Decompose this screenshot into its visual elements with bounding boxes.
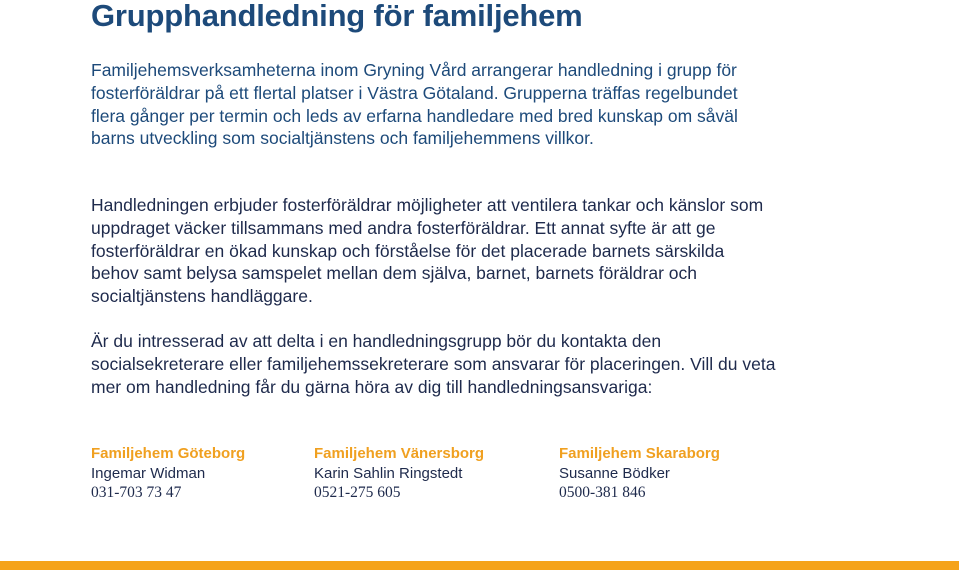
contact-vanersborg [314, 444, 484, 503]
contact-goteborg [91, 444, 245, 503]
page-title: Grupphandledning för familjehem [91, 0, 583, 33]
body-paragraph-2 [91, 330, 781, 398]
body-paragraph-1: Handledningen erbjuder fosterföräldrar möjligheter att ventilera tankar och känslor som uppdraget väcker tillsammans med andra fosterföräldrar. Ett annat syfte är att ge fosterföräldrar en ökad kunskap och förståelse för det placerade barnets särskilda behov samt belysa samspelet mellan dem själva, barnet, barnets föräldrar och socialtjänstens handläggare. [91, 195, 764, 307]
bottom-accent-bar [0, 561, 959, 570]
contact-org: Familjehem Skaraborg [559, 445, 720, 462]
contact-name: Susanne Bödker [559, 464, 670, 482]
contact-org: Familjehem Vänersborg [314, 445, 485, 462]
intro-paragraph: Familjehemsverksamheterna inom Gryning Vård arrangerar handledning i grupp för fosterföräldrar på ett flertal platser i Västra Götaland. Grupperna träffas regelbundet flera gånger per termin och leds av erfarna handledare med bred kunskap om såväl barns utveckling som socialtjänstens och familjehemmens villkor. [91, 60, 738, 149]
contact-org: Familjehem Göteborg [91, 445, 246, 462]
contact-name: Ingemar Widman [91, 464, 206, 482]
contact-phone: 0521-275 605 [314, 484, 401, 501]
contact-phone: 0500-381 846 [559, 484, 646, 501]
contact-skaraborg [559, 444, 720, 503]
body-paragraph-2-text: Är du intresserad av att delta i en handledningsgrupp bör du kontakta den socialsekreterare eller familjehemssekreterare som ansvarar för placeringen. Vill du veta mer om handledning får du gärna höra av dig till handledningsansvariga: [91, 331, 776, 397]
contact-name: Karin Sahlin Ringstedt [314, 464, 463, 482]
contact-phone: 031-703 73 47 [91, 484, 182, 501]
